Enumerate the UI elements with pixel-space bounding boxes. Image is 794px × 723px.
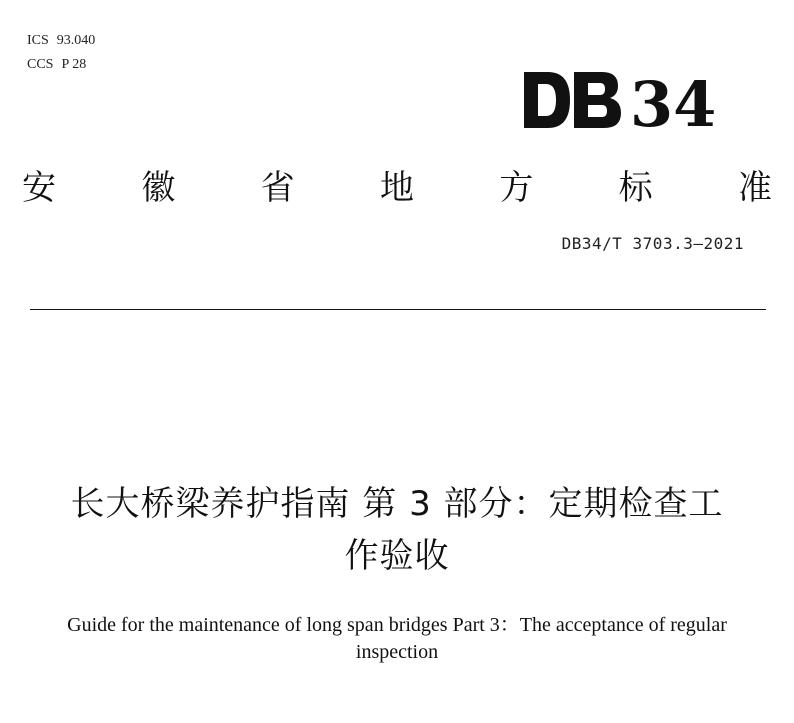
standard-number: DB34/T 3703.3—2021: [561, 234, 744, 253]
issuer-char: 徽: [141, 168, 176, 208]
ccs-value: P 28: [61, 57, 87, 72]
ics-label: ICS: [27, 33, 49, 48]
issuer-char: 省: [260, 168, 295, 208]
chinese-title-line-2: 作验收: [344, 536, 450, 576]
issuer-char: 地: [379, 168, 414, 208]
chinese-title-line-1: 长大桥梁养护指南 第 3 部分：定期检查工: [70, 484, 724, 524]
classification-codes: [27, 29, 103, 77]
chinese-title: [20, 478, 774, 582]
ccs-label: CCS: [27, 57, 54, 72]
issuer-char: 方: [499, 168, 534, 208]
ics-code-row: [27, 29, 103, 53]
issuer-char: 准: [737, 168, 772, 208]
ics-value: 93.040: [56, 33, 96, 48]
issuer-char: 安: [22, 168, 56, 208]
issuer-char: 标: [618, 168, 653, 208]
db34-logo: [522, 70, 732, 130]
ccs-code-row: [27, 53, 103, 77]
issuer-title: [22, 160, 772, 209]
svg-text:34: 34: [630, 70, 717, 130]
header-divider: [30, 309, 766, 310]
english-title: Guide for the maintenance of long span bridges Part 3：The acceptance of regular inspection: [67, 614, 727, 663]
